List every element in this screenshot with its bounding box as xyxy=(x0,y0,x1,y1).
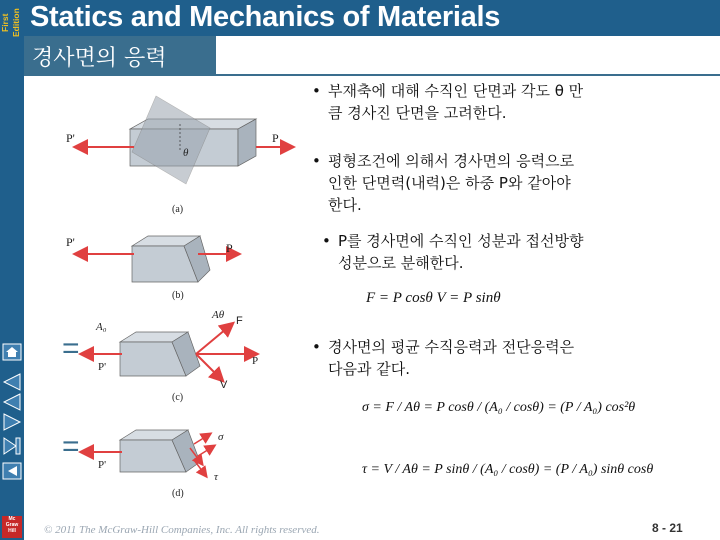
page-number: 8 - 21 xyxy=(652,521,683,535)
equals-d: = xyxy=(62,430,80,463)
section-bar xyxy=(24,36,216,76)
section-title: 경사면의 응력 xyxy=(32,46,167,71)
label-tau: τ xyxy=(214,471,218,483)
equals-c: = xyxy=(62,332,80,365)
bullet-3-line-2: 성분으로 분해한다. xyxy=(338,254,464,272)
prev-icon[interactable] xyxy=(2,393,22,411)
bullet-4-line-1: 경사면의 평균 수직응력과 전단응력은 xyxy=(328,338,575,356)
left-sidebar xyxy=(0,0,24,540)
page-title: Statics and Mechanics of Materials xyxy=(30,1,501,33)
label-p-a: P xyxy=(272,131,279,145)
label-pprime-b: P' xyxy=(66,235,75,249)
figure-b xyxy=(66,235,238,301)
label-f: F xyxy=(236,315,243,327)
figure-d xyxy=(62,430,224,499)
bullet-4-line-2: 다음과 같다. xyxy=(328,360,410,378)
label-pprime-d: P' xyxy=(98,459,107,471)
label-p-c: P xyxy=(252,355,259,367)
bullet-2-line-1: 평형조건에 의해서 경사면의 응력으로 xyxy=(328,152,575,170)
label-d: (d) xyxy=(172,488,184,499)
publisher-logo: Mc Graw Hill xyxy=(2,516,22,538)
edition-label: First Edition xyxy=(0,8,21,38)
tau-equation: τ = V / Aθ = P sinθ / (A₀ / cosθ) = (P / A₀) sinθ cosθ xyxy=(362,462,654,477)
bullet-dot: • xyxy=(312,152,321,170)
bullet-dot: • xyxy=(312,82,321,100)
label-theta-a: θ xyxy=(183,147,189,159)
stress-figure xyxy=(60,84,300,504)
home-icon[interactable] xyxy=(2,343,22,361)
label-a: (a) xyxy=(172,204,184,215)
figure-c xyxy=(62,309,258,403)
title-bar xyxy=(24,0,720,36)
bullet-dot: • xyxy=(312,338,321,356)
bullet-1-line-1: 부재축에 대해 수직인 단면과 각도 θ 만 xyxy=(328,82,584,100)
label-c: (c) xyxy=(172,392,184,403)
exit-icon[interactable] xyxy=(2,462,22,480)
bullet-3 xyxy=(322,230,584,274)
back-icon[interactable] xyxy=(2,373,22,391)
label-pprime-a: P' xyxy=(66,131,75,145)
label-a0: A₀ xyxy=(96,321,107,333)
label-p-b: P xyxy=(226,241,233,255)
bullet-2-line-3: 한다. xyxy=(328,196,362,214)
label-pprime-c: P' xyxy=(98,361,107,373)
bullet-dot: • xyxy=(322,232,331,250)
copyright-text: © 2011 The McGraw-Hill Companies, Inc. All rights reserved. xyxy=(44,524,320,536)
bullet-1-line-2: 큼 경사진 단면을 고려한다. xyxy=(328,104,507,122)
force-equation: F = P cosθ V = P sinθ xyxy=(366,290,501,306)
bullet-2-line-2: 인한 단면력(내력)은 하중 P와 같아야 xyxy=(328,174,571,192)
figure-a xyxy=(66,96,292,215)
label-b: (b) xyxy=(172,290,184,301)
bullet-3-line-1: P를 경사면에 수직인 성분과 접선방향 xyxy=(338,232,584,250)
label-sigma: σ xyxy=(218,431,224,443)
bullet-4 xyxy=(312,336,575,380)
end-icon[interactable] xyxy=(2,437,22,455)
bullet-1 xyxy=(312,80,584,124)
label-v: V xyxy=(220,379,228,391)
header-rule xyxy=(216,74,720,76)
label-atheta: Aθ xyxy=(212,309,225,321)
sigma-equation: σ = F / Aθ = P cosθ / (A₀ / cosθ) = (P / A₀) cos²θ xyxy=(362,400,636,415)
bullet-2 xyxy=(312,150,575,216)
next-icon[interactable] xyxy=(2,413,22,431)
